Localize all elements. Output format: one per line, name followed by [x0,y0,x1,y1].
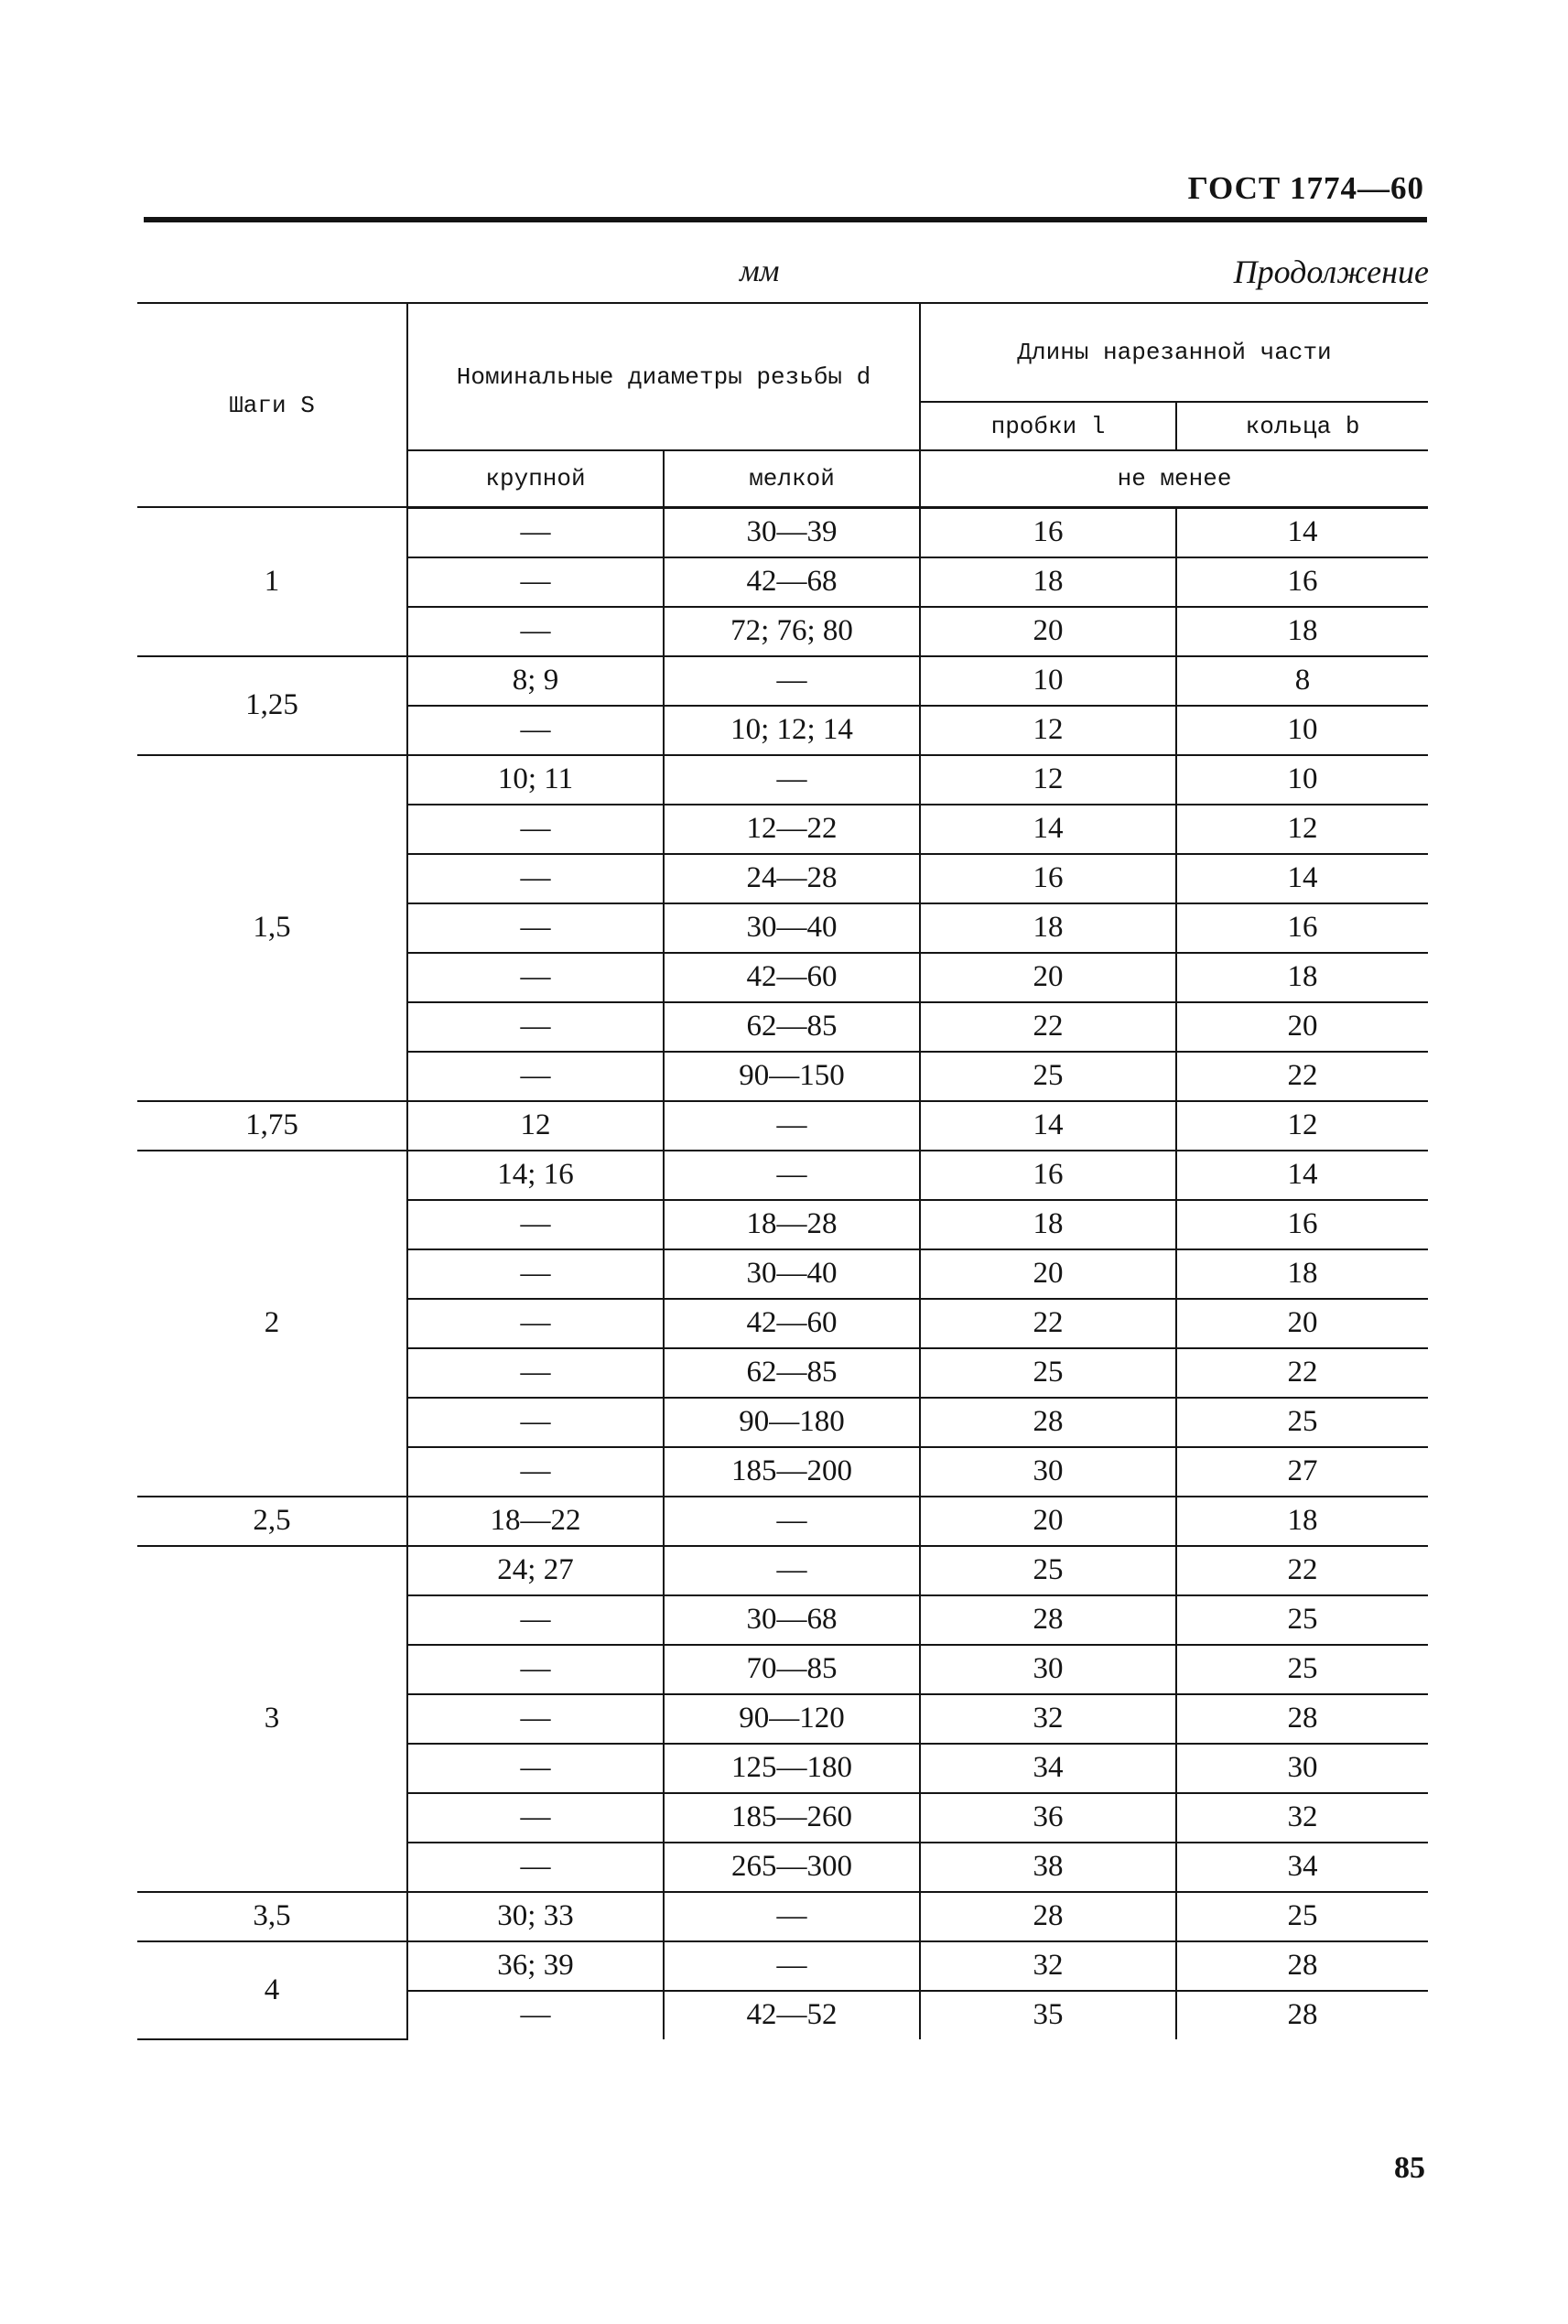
coarse-cell: 18—22 [407,1497,664,1546]
ring-cell: 14 [1176,507,1428,557]
coarse-cell: — [407,953,664,1002]
plug-cell: 22 [920,1002,1176,1052]
plug-cell: 20 [920,1249,1176,1299]
plug-cell: 32 [920,1694,1176,1744]
fine-cell: 125—180 [664,1744,920,1793]
thread-table [137,302,1428,2040]
coarse-cell: — [407,1744,664,1793]
fine-cell: — [664,755,920,805]
ring-cell: 25 [1176,1595,1428,1645]
coarse-cell: — [407,1348,664,1398]
coarse-cell: — [407,1249,664,1299]
fine-cell: 90—180 [664,1398,920,1447]
step-cell: 2 [137,1151,407,1497]
plug-cell: 25 [920,1546,1176,1595]
fine-cell: 10; 12; 14 [664,706,920,755]
coarse-cell: 36; 39 [407,1941,664,1991]
header-coarse: крупной [407,450,664,507]
fine-cell: 42—60 [664,953,920,1002]
step-cell: 1,75 [137,1101,407,1151]
coarse-cell: — [407,1002,664,1052]
ring-cell: 25 [1176,1398,1428,1447]
header-ring: кольца b [1176,402,1428,450]
header-not-less: не менее [920,450,1428,507]
ring-cell: 34 [1176,1843,1428,1892]
ring-cell: 30 [1176,1744,1428,1793]
coarse-cell: — [407,1447,664,1497]
ring-cell: 25 [1176,1645,1428,1694]
step-cell: 3,5 [137,1892,407,1941]
ring-cell: 25 [1176,1892,1428,1941]
plug-cell: 35 [920,1991,1176,2039]
ring-cell: 12 [1176,1101,1428,1151]
coarse-cell: — [407,1843,664,1892]
plug-cell: 25 [920,1052,1176,1101]
plug-cell: 12 [920,755,1176,805]
plug-cell: 20 [920,953,1176,1002]
fine-cell: 185—260 [664,1793,920,1843]
step-cell: 1,5 [137,755,407,1101]
fine-cell: — [664,1497,920,1546]
ring-cell: 22 [1176,1546,1428,1595]
ring-cell: 18 [1176,607,1428,656]
plug-cell: 34 [920,1744,1176,1793]
plug-cell: 10 [920,656,1176,706]
table-body [137,507,1428,2039]
coarse-cell: — [407,1200,664,1249]
table-row [137,1892,1428,1941]
plug-cell: 20 [920,607,1176,656]
coarse-cell: — [407,854,664,903]
fine-cell: 265—300 [664,1843,920,1892]
fine-cell: 30—68 [664,1595,920,1645]
ring-cell: 16 [1176,903,1428,953]
fine-cell: 70—85 [664,1645,920,1694]
fine-cell: 42—68 [664,557,920,607]
table-row [137,656,1428,706]
ring-cell: 16 [1176,557,1428,607]
fine-cell: — [664,1546,920,1595]
coarse-cell: — [407,1694,664,1744]
fine-cell: 62—85 [664,1348,920,1398]
coarse-cell: 30; 33 [407,1892,664,1941]
header-plug: пробки l [920,402,1176,450]
ring-cell: 18 [1176,1497,1428,1546]
coarse-cell: — [407,607,664,656]
plug-cell: 20 [920,1497,1176,1546]
coarse-cell: — [407,1052,664,1101]
fine-cell: 30—39 [664,507,920,557]
plug-cell: 18 [920,903,1176,953]
step-cell: 1 [137,507,407,656]
ring-cell: 22 [1176,1052,1428,1101]
coarse-cell: 10; 11 [407,755,664,805]
table-row [137,755,1428,805]
ring-cell: 8 [1176,656,1428,706]
plug-cell: 28 [920,1398,1176,1447]
plug-cell: 18 [920,1200,1176,1249]
plug-cell: 12 [920,706,1176,755]
ring-cell: 18 [1176,953,1428,1002]
table-header [137,303,1428,507]
ring-cell: 22 [1176,1348,1428,1398]
ring-cell: 10 [1176,755,1428,805]
continuation-label: Продолжение [1233,254,1429,290]
plug-cell: 14 [920,805,1176,854]
fine-cell: 12—22 [664,805,920,854]
plug-cell: 28 [920,1892,1176,1941]
plug-cell: 30 [920,1447,1176,1497]
ring-cell: 14 [1176,1151,1428,1200]
plug-cell: 22 [920,1299,1176,1348]
fine-cell: 18—28 [664,1200,920,1249]
ring-cell: 12 [1176,805,1428,854]
coarse-cell: — [407,706,664,755]
fine-cell: 185—200 [664,1447,920,1497]
plug-cell: 28 [920,1595,1176,1645]
coarse-cell: — [407,805,664,854]
ring-cell: 28 [1176,1694,1428,1744]
ring-cell: 28 [1176,1941,1428,1991]
header-rule [144,217,1427,222]
ring-cell: 16 [1176,1200,1428,1249]
ring-cell: 20 [1176,1002,1428,1052]
table-row [137,1941,1428,1991]
fine-cell: 72; 76; 80 [664,607,920,656]
plug-cell: 30 [920,1645,1176,1694]
table-row [137,1546,1428,1595]
table-row [137,507,1428,557]
coarse-cell: — [407,1299,664,1348]
header-step: Шаги S [137,303,407,507]
fine-cell: — [664,1151,920,1200]
coarse-cell: — [407,903,664,953]
plug-cell: 16 [920,1151,1176,1200]
table-row [137,1101,1428,1151]
fine-cell: — [664,1892,920,1941]
plug-cell: 32 [920,1941,1176,1991]
header-lengths: Длины нарезанной части [920,303,1428,402]
plug-cell: 16 [920,507,1176,557]
plug-cell: 18 [920,557,1176,607]
plug-cell: 38 [920,1843,1176,1892]
step-cell: 2,5 [137,1497,407,1546]
plug-cell: 25 [920,1348,1176,1398]
ring-cell: 32 [1176,1793,1428,1843]
fine-cell: 24—28 [664,854,920,903]
table-row [137,1151,1428,1200]
fine-cell: 90—150 [664,1052,920,1101]
ring-cell: 10 [1176,706,1428,755]
coarse-cell: — [407,1645,664,1694]
fine-cell: 42—60 [664,1299,920,1348]
step-cell: 4 [137,1941,407,2039]
coarse-cell: — [407,1398,664,1447]
fine-cell: 30—40 [664,903,920,953]
page-number: 85 [1394,2151,1425,2185]
fine-cell: 42—52 [664,1991,920,2039]
coarse-cell: 24; 27 [407,1546,664,1595]
coarse-cell: — [407,1991,664,2039]
document-code: ГОСТ 1774—60 [1187,170,1424,206]
coarse-cell: — [407,1595,664,1645]
coarse-cell: — [407,507,664,557]
fine-cell: 90—120 [664,1694,920,1744]
fine-cell: — [664,1101,920,1151]
ring-cell: 20 [1176,1299,1428,1348]
plug-cell: 16 [920,854,1176,903]
fine-cell: — [664,1941,920,1991]
units-label: мм [740,254,780,288]
ring-cell: 18 [1176,1249,1428,1299]
coarse-cell: — [407,557,664,607]
ring-cell: 14 [1176,854,1428,903]
fine-cell: 30—40 [664,1249,920,1299]
table-row [137,1497,1428,1546]
fine-cell: — [664,656,920,706]
step-cell: 1,25 [137,656,407,755]
coarse-cell: 8; 9 [407,656,664,706]
header-diameters: Номинальные диаметры резьбы d [407,303,920,450]
plug-cell: 14 [920,1101,1176,1151]
ring-cell: 27 [1176,1447,1428,1497]
plug-cell: 36 [920,1793,1176,1843]
fine-cell: 62—85 [664,1002,920,1052]
coarse-cell: 12 [407,1101,664,1151]
coarse-cell: — [407,1793,664,1843]
header-fine: мелкой [664,450,920,507]
step-cell: 3 [137,1546,407,1892]
ring-cell: 28 [1176,1991,1428,2039]
coarse-cell: 14; 16 [407,1151,664,1200]
